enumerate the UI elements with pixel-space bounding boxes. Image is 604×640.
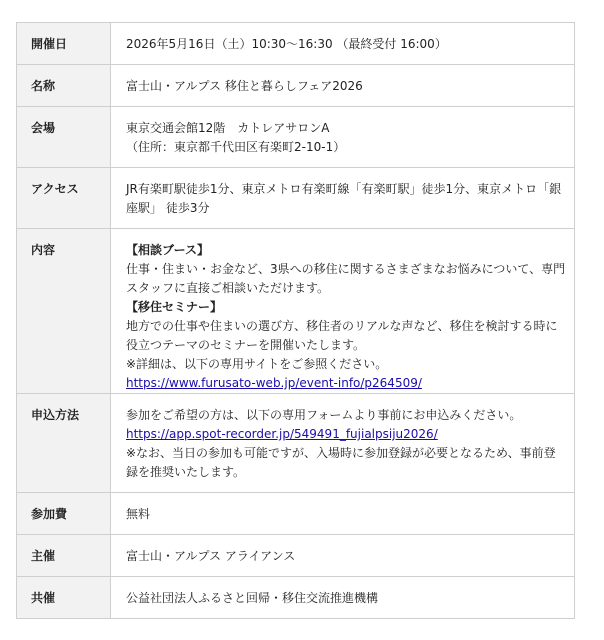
event-info-table xyxy=(16,22,575,619)
event-info-link[interactable]: https://www.furusato-web.jp/event-info/p264509/ xyxy=(126,376,422,390)
venue-address: （住所：東京都千代田区有楽町2-10-1） xyxy=(126,140,346,154)
row-date xyxy=(17,23,575,65)
consult-booth-text: 仕事・住まい・お金など、3県への移住に関するさまざまなお悩みについて、専門スタッフに直接ご相談いただけます。 xyxy=(126,262,566,295)
consult-booth-heading: 【相談ブース】 xyxy=(126,243,210,257)
row-venue xyxy=(17,107,575,168)
row-content xyxy=(17,229,575,394)
row-value-date: 2026年5月16日（土）10:30〜16:30 （最終受付 16:00） xyxy=(111,23,575,65)
apply-note: ※なお、当日の参加も可能ですが、入場時に参加登録が必要となるため、事前登録を推奨いたします。 xyxy=(126,446,556,479)
row-value-host: 富士山・アルプス アライアンス xyxy=(111,535,575,577)
seminar-text: 地方での仕事や住まいの選び方、移住者のリアルな声など、移住を検討する時に役立つテーマのセミナーを開催いたします。 xyxy=(126,319,558,352)
row-fee xyxy=(17,493,575,535)
row-name xyxy=(17,65,575,107)
access-text: JR有楽町駅徒歩1分、東京メトロ有楽町線「有楽町駅」徒歩1分、東京メトロ「銀座駅」 徒歩3分 xyxy=(126,182,562,215)
row-label-content: 内容 xyxy=(17,229,111,394)
row-value-name: 富士山・アルプス 移住と暮らしフェア2026 xyxy=(111,65,575,107)
venue-name: 東京交通会館12階 カトレアサロンA xyxy=(126,121,330,135)
row-label-fee: 参加費 xyxy=(17,493,111,535)
apply-intro: 参加をご希望の方は、以下の専用フォームより事前にお申込みください。 xyxy=(126,408,522,422)
row-label-date: 開催日 xyxy=(17,23,111,65)
row-host xyxy=(17,535,575,577)
apply-form-link[interactable]: https://app.spot-recorder.jp/549491_fujialpsiju2026/ xyxy=(126,427,438,441)
seminar-heading: 【移住セミナー】 xyxy=(126,300,223,314)
row-label-apply: 申込方法 xyxy=(17,394,111,493)
row-access xyxy=(17,168,575,229)
content-note: ※詳細は、以下の専用サイトをご参照ください。 xyxy=(126,357,388,371)
row-value-access xyxy=(111,168,575,229)
row-value-venue xyxy=(111,107,575,168)
row-label-name: 名称 xyxy=(17,65,111,107)
row-apply xyxy=(17,394,575,493)
row-label-host: 主催 xyxy=(17,535,111,577)
row-label-cohost: 共催 xyxy=(17,577,111,619)
row-value-apply xyxy=(111,394,575,493)
row-label-venue: 会場 xyxy=(17,107,111,168)
row-cohost xyxy=(17,577,575,619)
row-value-fee: 無料 xyxy=(111,493,575,535)
row-value-cohost: 公益社団法人ふるさと回帰・移住交流推進機構 xyxy=(111,577,575,619)
row-value-content xyxy=(111,229,575,394)
row-label-access: アクセス xyxy=(17,168,111,229)
